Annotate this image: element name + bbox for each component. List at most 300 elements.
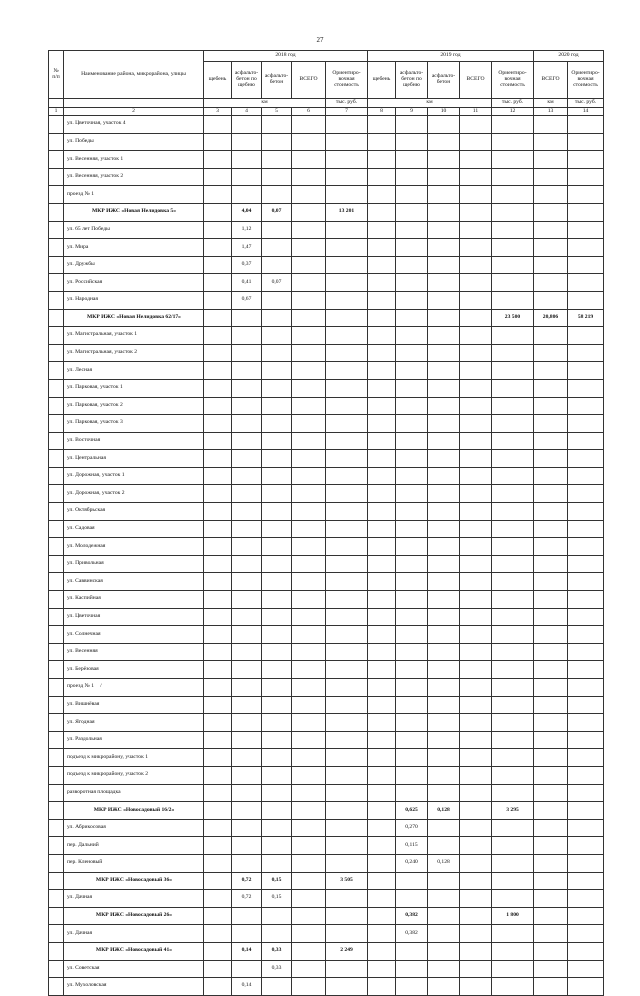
value-cell [492,344,534,362]
column-number: 11 [460,108,492,116]
value-cell [262,643,292,661]
value-cell [492,397,534,415]
value-cell [368,731,396,749]
district-row [49,872,604,890]
value-cell [396,696,428,714]
value-cell [568,925,604,943]
value-cell [292,151,326,169]
row-number-cell [49,714,64,732]
value-cell [262,291,292,309]
value-cell [262,819,292,837]
value-cell [232,327,262,345]
value-cell [232,538,262,556]
value-cell [262,432,292,450]
header-number: № п/п [49,51,64,99]
value-cell [568,291,604,309]
column-number: 5 [262,108,292,116]
value-cell [460,608,492,626]
street-row [49,344,604,362]
row-label: ул. Абрикосовая [67,824,106,831]
street-row [49,151,604,169]
value-cell [460,573,492,591]
value-cell [292,432,326,450]
row-number-cell [49,274,64,292]
row-number-cell [49,731,64,749]
value-cell [460,749,492,767]
row-label: ул. Российская [67,278,103,285]
value-cell [204,978,232,996]
page-number: 27 [316,36,324,44]
value-cell [326,151,368,169]
value-cell [428,116,460,134]
value-cell [428,485,460,503]
value-cell [534,327,568,345]
value-cell [262,520,292,538]
value-cell [492,661,534,679]
value-cell [204,591,232,609]
value-cell [368,608,396,626]
value-cell [368,520,396,538]
value-cell [460,766,492,784]
street-row [49,608,604,626]
value-cell [460,450,492,468]
value-cell [534,538,568,556]
row-number-cell [49,239,64,257]
value-cell [326,291,368,309]
street-row [49,256,604,274]
value-cell [368,503,396,521]
street-name [64,503,204,521]
header-2019-asphalt: асфальто-бетон [428,62,460,99]
value-cell [534,168,568,186]
value-cell [396,397,428,415]
street-row [49,133,604,151]
value-cell [368,362,396,380]
value-cell [292,274,326,292]
value-cell [368,591,396,609]
value-cell [492,643,534,661]
value-cell [534,802,568,820]
value-cell [568,714,604,732]
street-row [49,432,604,450]
row-number-cell [49,907,64,925]
street-name [64,520,204,538]
value-cell [292,291,326,309]
street-name [64,925,204,943]
value-cell [368,872,396,890]
row-number-cell [49,503,64,521]
value-cell [568,766,604,784]
value-cell [396,168,428,186]
row-label: ул. Дачная [67,894,93,901]
value-cell [292,573,326,591]
value-cell [204,503,232,521]
value-cell [492,203,534,221]
row-label: ул. Парковая, участок 3 [67,419,123,426]
row-label: пер. Кленовый [67,859,103,866]
street-row [49,960,604,978]
value-cell [368,784,396,802]
value-cell [368,397,396,415]
value-cell [262,854,292,872]
value-cell [232,309,262,327]
value-cell [262,608,292,626]
value-cell [534,379,568,397]
value-cell [460,168,492,186]
value-cell [262,133,292,151]
value-cell [428,573,460,591]
street-name [64,344,204,362]
value-cell [204,714,232,732]
value-cell [326,837,368,855]
value-cell [396,661,428,679]
value-cell [368,467,396,485]
value-cell [534,203,568,221]
value-cell [492,168,534,186]
value-cell [204,379,232,397]
value-cell [568,960,604,978]
value-cell [232,766,262,784]
value-cell [368,327,396,345]
value-cell [534,942,568,960]
value-cell [492,133,534,151]
street-name [64,591,204,609]
value-cell [368,538,396,556]
value-cell: 0,33 [262,942,292,960]
street-name [64,116,204,134]
value-cell [262,925,292,943]
value-cell [534,907,568,925]
value-cell [292,239,326,257]
value-cell [326,643,368,661]
row-label: ул. Восточная [67,437,101,444]
value-cell [368,573,396,591]
value-cell [204,802,232,820]
value-cell [292,872,326,890]
street-row [49,168,604,186]
street-name [64,397,204,415]
value-cell [568,379,604,397]
value-cell [368,854,396,872]
header-2019-cost: Ориентиро-вочная стоимость [492,62,534,99]
value-cell [262,696,292,714]
row-label: пер. Дальний [67,841,99,848]
value-cell [460,327,492,345]
value-cell [568,942,604,960]
value-cell [460,731,492,749]
row-label: ул. Цветочная [67,612,101,619]
street-row [49,696,604,714]
street-name [64,467,204,485]
value-cell [428,784,460,802]
value-cell [232,573,262,591]
value-cell [460,397,492,415]
value-cell [534,731,568,749]
value-cell [492,591,534,609]
value-cell [232,432,262,450]
header-2019-asphalt-gravel: асфальто-бетон по щебню [396,62,428,99]
row-label: МКР ИЖС «Новосадовый 26» [95,912,173,919]
value-cell [492,503,534,521]
value-cell [568,749,604,767]
value-cell [396,749,428,767]
street-name [64,573,204,591]
value-cell [368,274,396,292]
value-cell [204,256,232,274]
row-label: ул. Садовая [67,525,95,532]
value-cell [232,626,262,644]
value-cell [568,432,604,450]
value-cell [326,309,368,327]
value-cell: 0,128 [428,802,460,820]
row-label: проезд № 1 [67,190,95,197]
value-cell [428,274,460,292]
value-cell: 3 295 [492,802,534,820]
value-cell [492,555,534,573]
value-cell [368,837,396,855]
value-cell [262,450,292,468]
value-cell [292,714,326,732]
row-number-cell [49,485,64,503]
value-cell: 0,07 [262,274,292,292]
row-number-cell [49,186,64,204]
value-cell [534,239,568,257]
value-cell: 0,14 [232,978,262,996]
value-cell [204,239,232,257]
value-cell [204,133,232,151]
value-cell [492,274,534,292]
value-cell [232,467,262,485]
value-cell [568,784,604,802]
value-cell: 0,37 [232,256,262,274]
value-cell [396,221,428,239]
value-cell [204,432,232,450]
value-cell [262,415,292,433]
value-cell [396,731,428,749]
value-cell [460,925,492,943]
value-cell [534,415,568,433]
value-cell: 0,07 [262,203,292,221]
column-number: 2 [64,108,204,116]
value-cell [326,819,368,837]
value-cell: 20,806 [534,309,568,327]
value-cell [396,872,428,890]
value-cell [292,450,326,468]
value-cell [534,608,568,626]
header-unit-cost-2019: тыс. руб. [492,99,534,108]
value-cell [292,344,326,362]
value-cell [262,555,292,573]
header-2018-cost: Ориентиро-вочная стоимость [326,62,368,99]
district-name [64,309,204,327]
column-number: 12 [492,108,534,116]
value-cell [326,925,368,943]
value-cell: 4,04 [232,203,262,221]
row-label: ул. Народная [67,296,98,303]
value-cell [396,960,428,978]
row-number-cell [49,784,64,802]
value-cell [492,362,534,380]
row-label: МКР ИЖС «Новая Нелидовка 62/17» [87,313,181,320]
value-cell [232,503,262,521]
value-cell [428,239,460,257]
value-cell [428,415,460,433]
street-row [49,731,604,749]
value-cell [534,591,568,609]
value-cell [326,626,368,644]
row-number-cell [49,432,64,450]
row-number-cell [49,608,64,626]
value-cell [428,450,460,468]
row-label: МКР ИЖС «Новосадовый 41» [95,947,173,954]
value-cell [262,679,292,697]
value-cell [204,116,232,134]
value-cell [460,291,492,309]
value-cell [232,415,262,433]
value-cell [368,802,396,820]
value-cell [204,643,232,661]
header-year-2019: 2019 год [368,51,534,62]
value-cell [568,819,604,837]
row-number-cell [49,749,64,767]
row-label: ул. Дружбы [67,261,95,268]
street-row [49,555,604,573]
value-cell [232,608,262,626]
value-cell [534,186,568,204]
value-cell [460,467,492,485]
value-cell [534,626,568,644]
value-cell [534,766,568,784]
header-unit-blank [64,99,204,108]
value-cell [460,978,492,996]
value-cell [460,538,492,556]
value-cell [292,784,326,802]
value-cell [326,503,368,521]
header-unit-cost-2018: тыс. руб. [326,99,368,108]
district-row [49,802,604,820]
value-cell [292,696,326,714]
row-label: МКР ИЖС «Новосадовый 16/2» [93,806,175,813]
value-cell [326,978,368,996]
value-cell [428,520,460,538]
value-cell [568,116,604,134]
value-cell [396,573,428,591]
value-cell [568,415,604,433]
value-cell [368,203,396,221]
row-number-cell [49,819,64,837]
column-number: 7 [326,108,368,116]
value-cell [368,256,396,274]
value-cell [204,309,232,327]
value-cell [396,503,428,521]
row-label: ул. Привольная [67,560,104,567]
street-name [64,362,204,380]
value-cell: 1 800 [492,907,534,925]
value-cell [326,274,368,292]
value-cell [396,291,428,309]
value-cell [534,291,568,309]
value-cell [262,978,292,996]
value-cell [568,274,604,292]
value-cell [292,133,326,151]
value-cell [396,643,428,661]
value-cell [568,907,604,925]
row-number-cell [49,344,64,362]
value-cell [492,450,534,468]
row-label: ул. Парковая, участок 2 [67,401,123,408]
value-cell [204,221,232,239]
value-cell [460,485,492,503]
street-name [64,415,204,433]
value-cell [292,362,326,380]
street-row [49,274,604,292]
value-cell [568,520,604,538]
row-number-cell [49,925,64,943]
value-cell [292,415,326,433]
street-row [49,379,604,397]
value-cell [428,714,460,732]
value-cell [368,309,396,327]
value-cell [368,749,396,767]
value-cell [428,872,460,890]
value-cell [460,960,492,978]
value-cell [326,450,368,468]
value-cell [292,819,326,837]
value-cell [368,643,396,661]
value-cell: 0,382 [396,925,428,943]
street-row [49,819,604,837]
header-2020-total: ВСЕГО [534,62,568,99]
value-cell [292,538,326,556]
value-cell [568,978,604,996]
value-cell [262,907,292,925]
value-cell [568,626,604,644]
value-cell [232,133,262,151]
row-number-cell [49,256,64,274]
value-cell [368,151,396,169]
value-cell [326,485,368,503]
value-cell [326,591,368,609]
street-name [64,696,204,714]
value-cell [326,573,368,591]
value-cell [292,661,326,679]
value-cell [428,362,460,380]
value-cell [368,415,396,433]
street-name [64,784,204,802]
value-cell [396,467,428,485]
row-number-cell [49,978,64,996]
value-cell [204,784,232,802]
value-cell [396,133,428,151]
value-cell [262,309,292,327]
value-cell [534,960,568,978]
value-cell [534,784,568,802]
value-cell [326,362,368,380]
value-cell [292,485,326,503]
value-cell [460,151,492,169]
row-label: ул. Магистральная, участок 2 [67,349,138,356]
value-cell [396,714,428,732]
value-cell [460,379,492,397]
value-cell [396,450,428,468]
row-label: подъезд к микрорайону, участок 1 [67,753,148,760]
row-label: ул. Парковая, участок 1 [67,384,123,391]
value-cell [326,256,368,274]
value-cell [396,344,428,362]
value-cell [428,766,460,784]
value-cell [534,978,568,996]
value-cell [534,221,568,239]
